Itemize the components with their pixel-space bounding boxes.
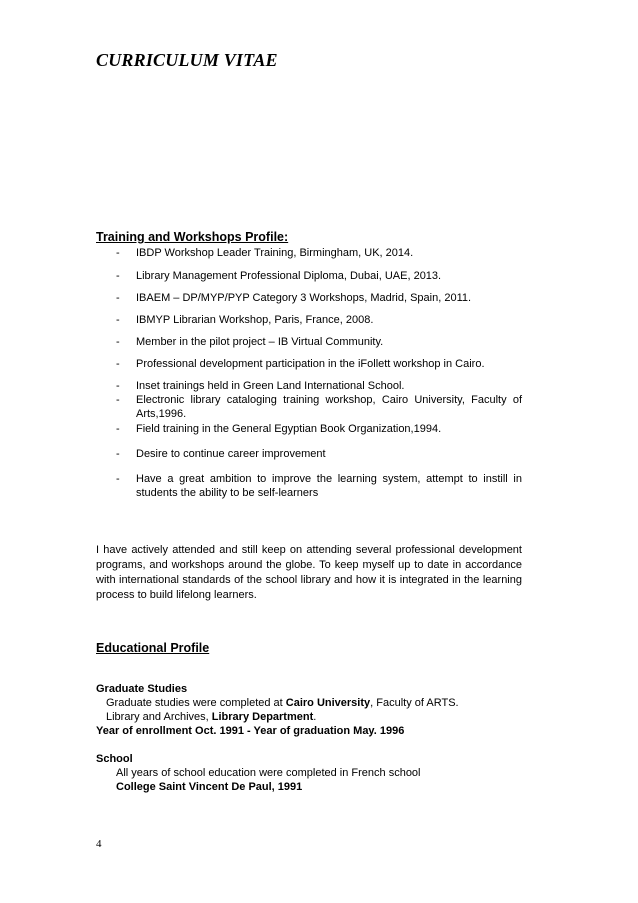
list-item: - Professional development participation in the iFollett workshop in Cairo. (116, 358, 485, 370)
school-line-1: All years of school education were completed in French school (116, 767, 421, 779)
training-list (116, 246, 522, 500)
education-section (96, 682, 526, 794)
list-item: - IBMYP Librarian Workshop, Paris, France, 2008. (116, 314, 374, 326)
school-line-2: College Saint Vincent De Paul, 1991 (116, 781, 303, 793)
document-title: CURRICULUM VITAE (96, 50, 278, 70)
list-item: - IBDP Workshop Leader Training, Birmingham, UK, 2014. (116, 247, 414, 259)
training-paragraph: I have actively attended and still keep on attending several professional development programs, and workshops around the globe. To keep myself up to date in accordance with international standards of the school library and how it is integrated in the learning process to build lifelong learners. (96, 544, 522, 601)
list-item: - Field training in the General Egyptian Book Organization,1994. (116, 423, 442, 435)
list-item: - Have a great ambition to improve the learning system, attempt to instill in students the ability to be self-learners (116, 473, 522, 499)
education-heading: Educational Profile (96, 641, 210, 655)
graduate-line-1: Graduate studies were completed at Cairo University, Faculty of ARTS. (106, 697, 459, 709)
list-item: - IBAEM – DP/MYP/PYP Category 3 Workshops, Madrid, Spain, 2011. (116, 292, 472, 304)
list-item: - Inset trainings held in Green Land International School. (116, 380, 405, 392)
graduate-label: Graduate Studies (96, 683, 188, 695)
school-label: School (96, 753, 133, 765)
list-item: - Library Management Professional Diploma, Dubai, UAE, 2013. (116, 270, 442, 282)
training-heading: Training and Workshops Profile: (96, 230, 289, 244)
graduate-line-2: Library and Archives, Library Department. (106, 711, 317, 723)
graduation-years: Year of enrollment Oct. 1991 - Year of graduation May. 1996 (96, 725, 405, 737)
list-item: - Member in the pilot project – IB Virtual Community. (116, 336, 384, 348)
list-item: - Electronic library cataloging training workshop, Cairo University, Faculty of Arts,1996. (116, 394, 522, 420)
page-number: 4 (96, 838, 102, 850)
list-item: - Desire to continue career improvement (116, 448, 326, 460)
